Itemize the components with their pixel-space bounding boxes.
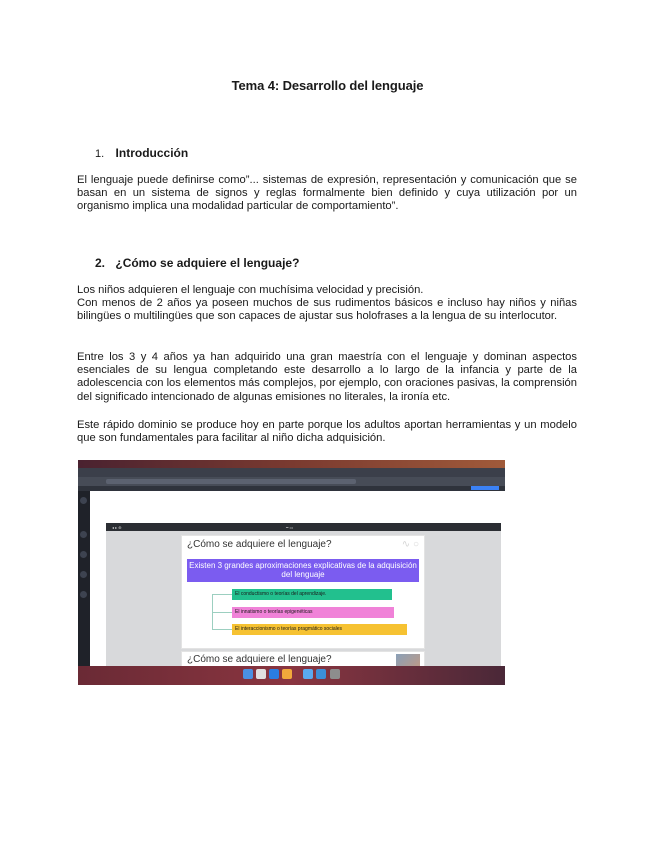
section-1-number: 1. (95, 148, 105, 160)
section-1-paragraph: El lenguaje puede definirse como”... sistemas de expresión, representación y comunicación que se basan en un sistema de signos y reglas formalmente bien definido y cuya utilización por un organismo implica una modalidad particular de comportamiento”. (77, 174, 577, 213)
slide-item-interaccionismo: El interaccionismo o teorías pragmático sociales (232, 624, 407, 635)
slide-viewer-toolbar (106, 523, 501, 531)
slide-viewer (106, 523, 501, 676)
slide-decoration-icon: ∿ ○ (401, 539, 419, 550)
screenshot-sidebar (78, 491, 90, 676)
dock-app-icon (269, 669, 279, 679)
dock-app-icon (330, 669, 340, 679)
connector-line (212, 612, 232, 613)
document-title: Tema 4: Desarrollo del lenguaje (231, 78, 424, 93)
dock-app-icon (256, 669, 266, 679)
section-2-paragraph-2: Con menos de 2 años ya poseen muchos de sus rudimentos básicos e incluso hay niños y niñas bilingües o multilingües que son capaces de ajustar sus holofrases a la lengua de su interlocutor. (77, 297, 577, 323)
slide-purple-box: Existen 3 grandes aproximaciones explicativas de la adquisición del lenguaje (187, 559, 419, 582)
section-2-title: ¿Cómo se adquiere el lenguaje? (115, 256, 300, 270)
sidebar-dot (80, 551, 87, 558)
section-2-number: 2. (95, 256, 106, 270)
screenshot-tabbar (78, 468, 505, 477)
section-1-title: Introducción (115, 146, 189, 160)
embedded-screenshot (78, 460, 505, 685)
slide-item-innatismo: El innatismo o teorías epigenéticas (232, 607, 394, 618)
section-2-heading (95, 256, 299, 270)
screenshot-menubar (78, 460, 505, 468)
section-2-paragraph-3: Entre los 3 y 4 años ya han adquirido una gran maestría con el lenguaje y dominan aspectos esenciales de su lengua completando este desarrollo a lo largo de la infancia y parte de la adolescencia con los elementos más complejos, por ejemplo, con oraciones pasivas, la comprensión del significado intencionado de algunas emisiones no literales, la ironía etc. (77, 351, 577, 403)
sidebar-dot (80, 531, 87, 538)
section-2-paragraph-4: Este rápido dominio se produce hoy en parte porque los adultos aportan herramientas y un modelo que son fundamentales para facilitar al niño dicha adquisición. (77, 419, 577, 445)
slide-1 (181, 535, 425, 649)
dock-app-icon (282, 669, 292, 679)
viewer-controls-left: ◂ ▸ ⊕ (112, 525, 122, 530)
section-1-heading (95, 146, 188, 160)
screenshot-dock (78, 666, 505, 685)
slide-2-title: ¿Cómo se adquiere el lenguaje? (187, 654, 332, 665)
dock-app-icon (316, 669, 326, 679)
screenshot-doc-area (90, 491, 505, 676)
slide-item-conductismo: El conductismo o teorías del aprendizaje. (232, 589, 392, 600)
screenshot-url-field (106, 479, 356, 484)
section-2-paragraph-1: Los niños adquieren el lenguaje con muchísima velocidad y precisión. (77, 284, 424, 296)
dock-app-icon (303, 669, 313, 679)
screenshot-blue-button (471, 486, 499, 490)
slide-1-title: ¿Cómo se adquiere el lenguaje? (187, 539, 332, 550)
sidebar-dot (80, 497, 87, 504)
sidebar-dot (80, 591, 87, 598)
dock-app-icon (243, 669, 253, 679)
connector-line (212, 594, 232, 595)
connector-line (212, 629, 232, 630)
viewer-controls-center: ━ ▭ (286, 525, 294, 530)
sidebar-dot (80, 571, 87, 578)
